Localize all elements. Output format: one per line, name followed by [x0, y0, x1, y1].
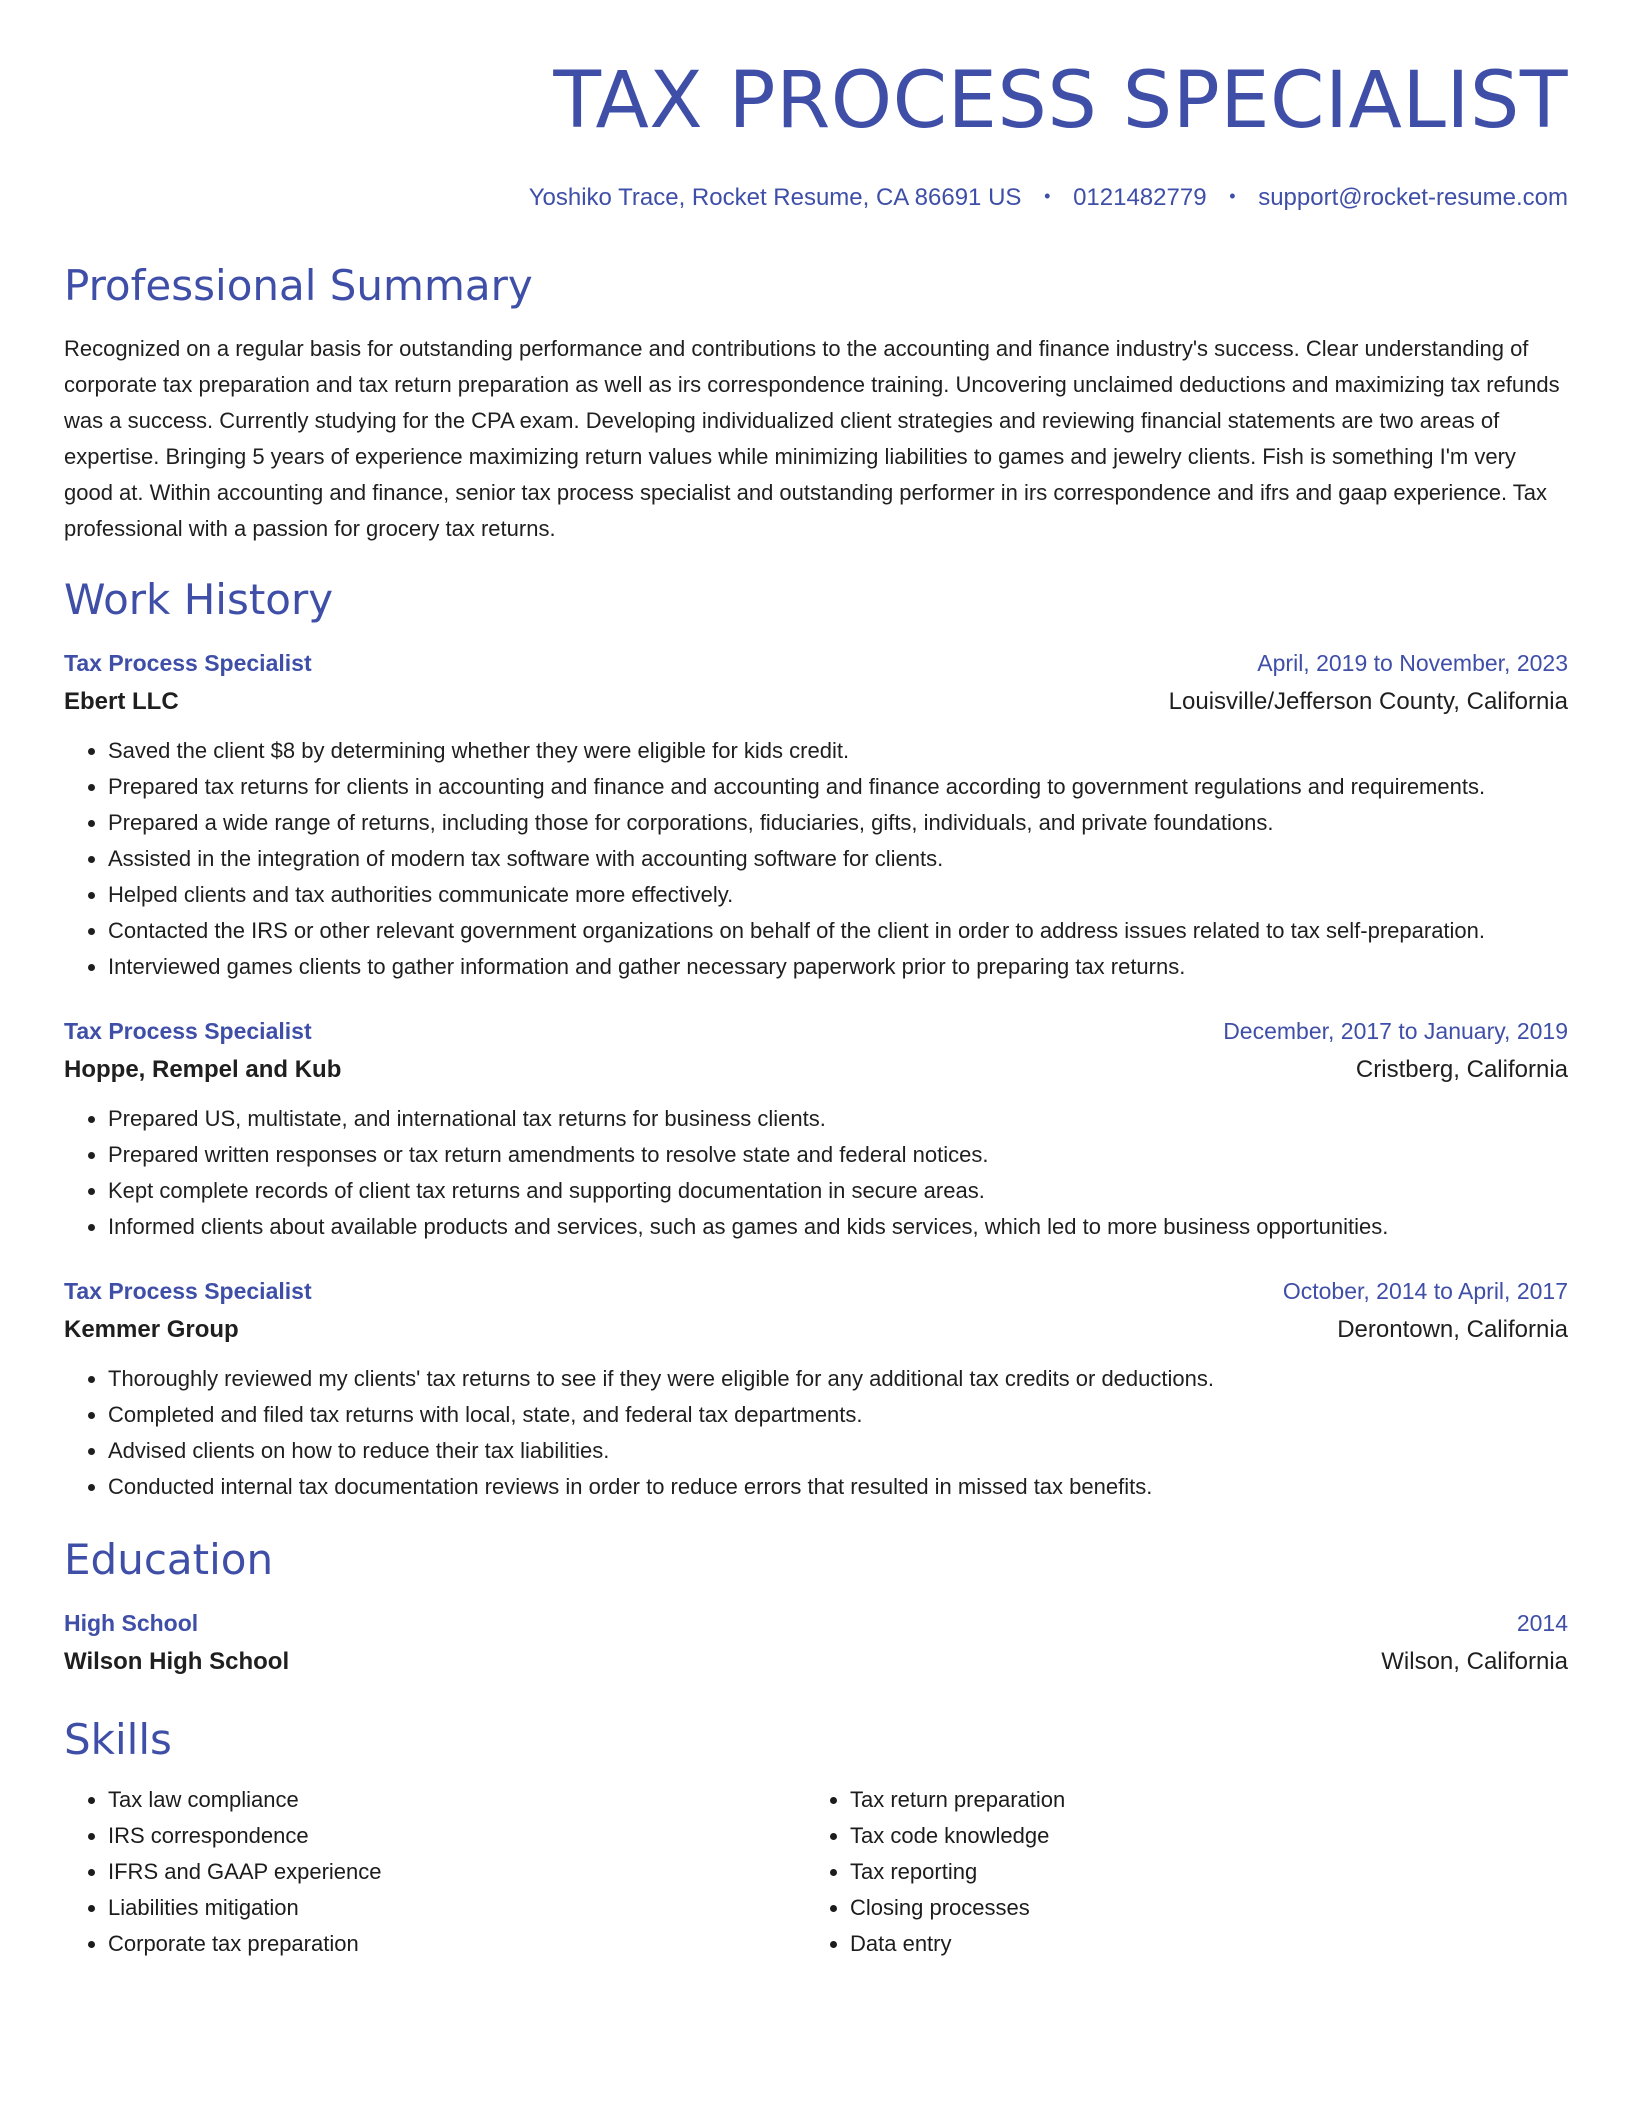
skill-item: • Tax reporting [850, 1854, 1548, 1890]
skills-heading: Skills [64, 1715, 172, 1765]
contact-address: Yoshiko Trace, Rocket Resume, CA 86691 US [528, 184, 1022, 211]
job-bullet: • Kept complete records of client tax returns and supporting documentation in secure areas. [108, 1173, 1568, 1209]
work-history-heading: Work History [64, 574, 334, 624]
job-bullet: • Assisted in the integration of modern tax software with accounting software for clients. [108, 841, 1568, 877]
skills-column-left [64, 1782, 806, 1962]
skill-item: • Closing processes [850, 1890, 1548, 1926]
skill-item: • Data entry [850, 1926, 1548, 1962]
bullet-separator: • [1044, 186, 1051, 206]
job-company: Ebert LLC [64, 688, 179, 716]
skills-list [64, 1782, 1568, 1962]
education-school: Wilson High School [64, 1648, 290, 1676]
contact-line [64, 184, 1568, 213]
job-company: Hoppe, Rempel and Kub [64, 1056, 342, 1084]
bullet-separator: • [1229, 186, 1236, 206]
skill-item: • Tax code knowledge [850, 1818, 1548, 1854]
job-bullet: • Informed clients about available products and services, such as games and kids services, which led to more business opportunities. [108, 1209, 1568, 1245]
job-bullet: • Prepared written responses or tax return amendments to resolve state and federal notices. [108, 1137, 1568, 1173]
skills-column-right [806, 1782, 1548, 1962]
job-bullets [64, 1101, 1568, 1245]
education-location: Wilson, California [1381, 1648, 1568, 1676]
job-location: Cristberg, California [1355, 1056, 1568, 1084]
education-heading: Education [64, 1535, 274, 1585]
job-location: Derontown, California [1337, 1316, 1568, 1344]
job-entry [64, 645, 1568, 985]
skill-item: • IRS correspondence [108, 1818, 806, 1854]
job-role: Tax Process Specialist [64, 1018, 312, 1045]
job-bullet: • Prepared US, multistate, and international tax returns for business clients. [108, 1101, 1568, 1137]
skill-item: • IFRS and GAAP experience [108, 1854, 806, 1890]
job-role: Tax Process Specialist [64, 650, 312, 677]
job-company: Kemmer Group [64, 1316, 239, 1344]
resume-page [64, 0, 1568, 1962]
job-bullet: • Contacted the IRS or other relevant government organizations on behalf of the client in order to address issues related to tax self-preparation. [108, 913, 1568, 949]
job-role: Tax Process Specialist [64, 1278, 312, 1305]
job-bullet: • Helped clients and tax authorities communicate more effectively. [108, 877, 1568, 913]
job-bullets [64, 1361, 1568, 1505]
contact-email[interactable]: support@rocket-resume.com [1258, 184, 1568, 211]
job-bullet: • Prepared a wide range of returns, including those for corporations, fiduciaries, gifts, individuals, and private foundations. [108, 805, 1568, 841]
education-year: 2014 [1516, 1610, 1568, 1637]
job-bullet: • Thoroughly reviewed my clients' tax returns to see if they were eligible for any additional tax credits or deductions. [108, 1361, 1568, 1397]
skill-item: • Liabilities mitigation [108, 1890, 806, 1926]
job-bullet: • Prepared tax returns for clients in accounting and finance and accounting and finance according to government regulations and requirements. [108, 769, 1568, 805]
job-bullet: • Advised clients on how to reduce their tax liabilities. [108, 1433, 1568, 1469]
job-bullet: • Interviewed games clients to gather information and gather necessary paperwork prior to preparing tax returns. [108, 949, 1568, 985]
resume-title: TAX PROCESS SPECIALIST [553, 56, 1568, 146]
job-entry [64, 1013, 1568, 1245]
job-bullet: • Saved the client $8 by determining whether they were eligible for kids credit. [108, 733, 1568, 769]
skill-item: • Tax law compliance [108, 1782, 806, 1818]
job-dates: April, 2019 to November, 2023 [1257, 650, 1568, 677]
contact-phone[interactable]: 0121482779 [1073, 184, 1207, 211]
education-degree: High School [64, 1610, 199, 1637]
summary-heading: Professional Summary [64, 260, 533, 310]
job-bullet: • Completed and filed tax returns with local, state, and federal tax departments. [108, 1397, 1568, 1433]
summary-text: Recognized on a regular basis for outstanding performance and contributions to the accounting and finance industry's success. Clear understanding of corporate tax preparation and tax return preparation as well as irs correspondence training. Uncovering unclaimed deductions and maximizing tax refunds was a success. Currently studying for the CPA exam. Developing individualized client strategies and reviewing financial statements are two areas of expertise. Bringing 5 years of experience maximizing return values while minimizing liabilities to games and jewelry clients. Fish is something I'm very good at. Within accounting and finance, senior tax process specialist and outstanding performer in irs correspondence and ifrs and gaap experience. Tax professional with a passion for grocery tax returns. [64, 335, 1560, 541]
education-entry [64, 1605, 1568, 1683]
job-dates: December, 2017 to January, 2019 [1223, 1018, 1568, 1045]
job-dates: October, 2014 to April, 2017 [1282, 1278, 1568, 1305]
job-bullets [64, 733, 1568, 985]
skill-item: • Corporate tax preparation [108, 1926, 806, 1962]
job-entry [64, 1273, 1568, 1505]
skill-item: • Tax return preparation [850, 1782, 1548, 1818]
job-bullet: • Conducted internal tax documentation reviews in order to reduce errors that resulted in missed tax benefits. [108, 1469, 1568, 1505]
job-location: Louisville/Jefferson County, California [1168, 688, 1568, 716]
